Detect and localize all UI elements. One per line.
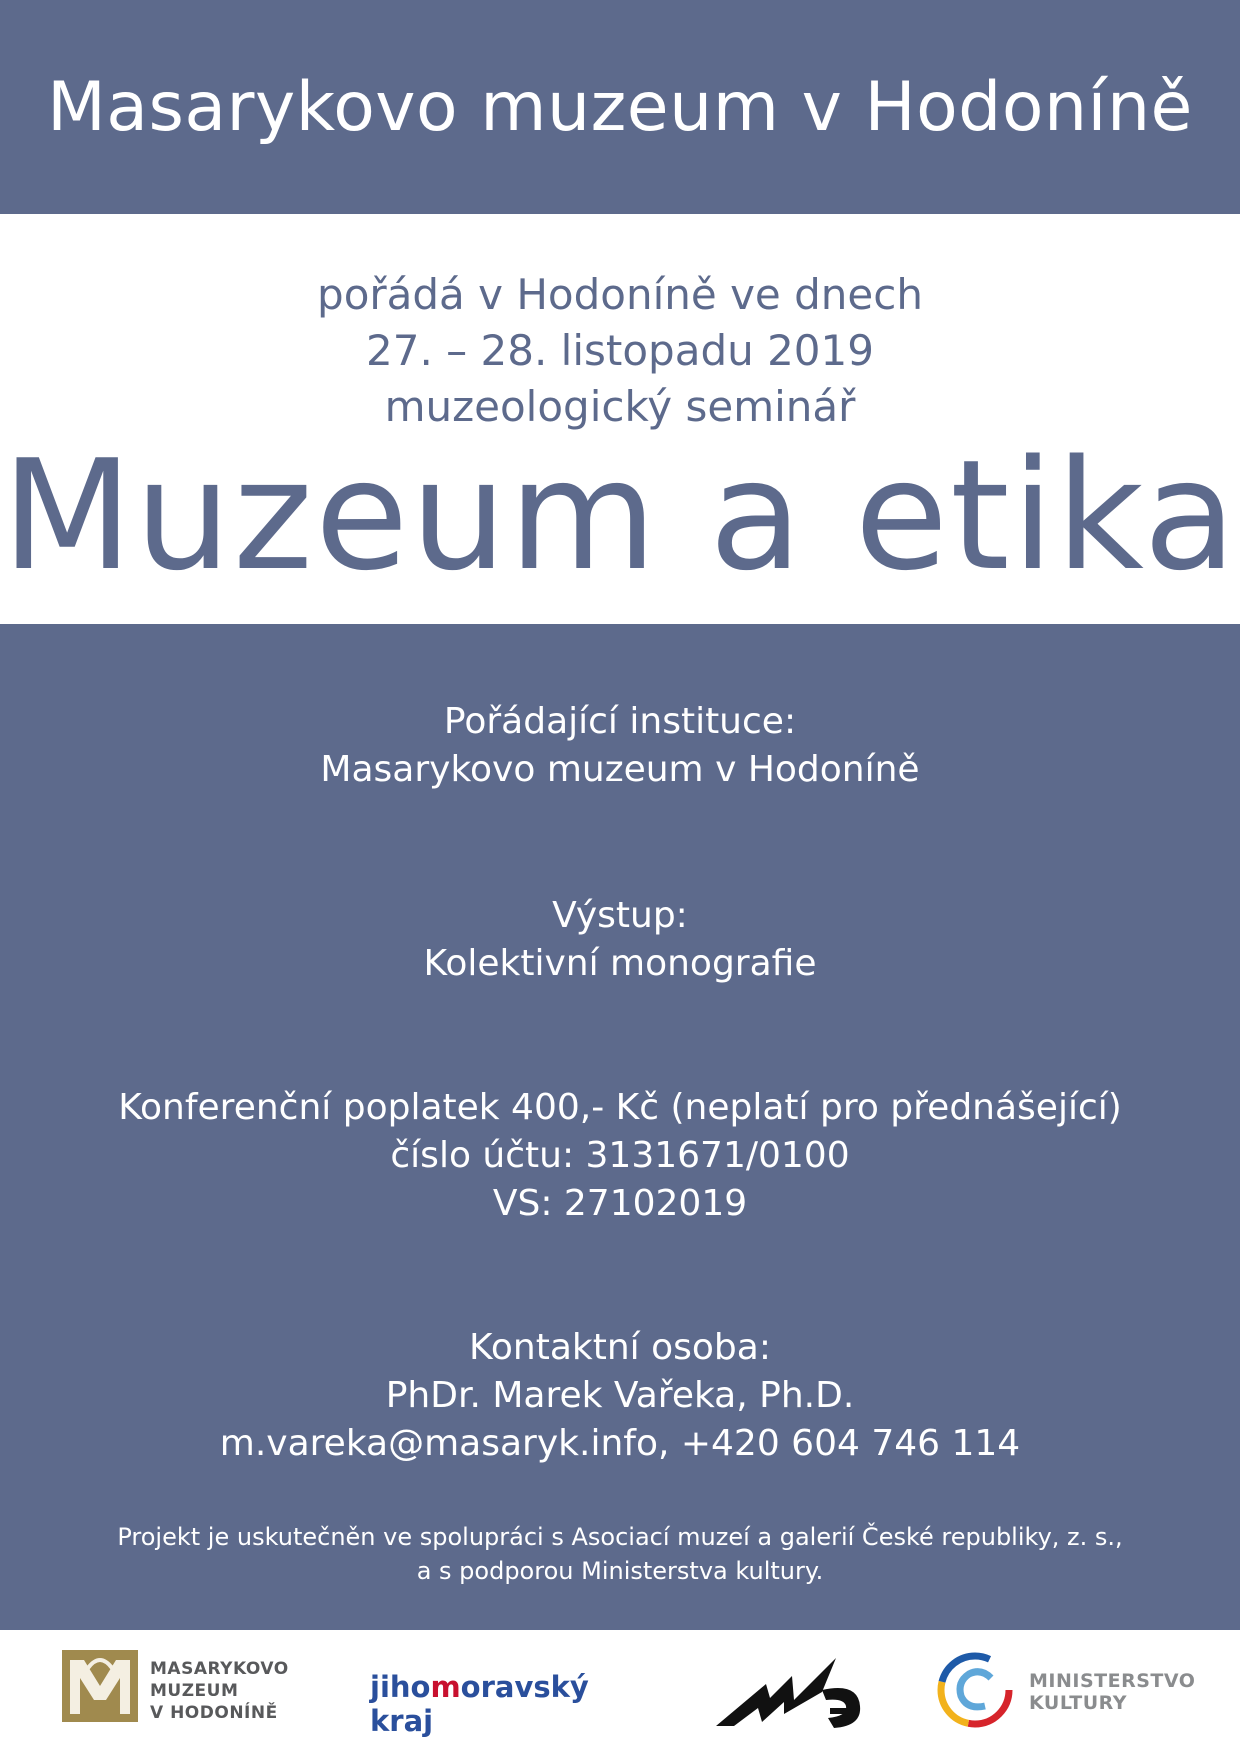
- jmk-part-3: oravský kraj: [370, 1670, 589, 1738]
- header-title: Masarykovo muzeum v Hodoníně: [47, 68, 1193, 147]
- mmh-emblem-icon: [60, 1648, 140, 1724]
- info-band: [0, 624, 1240, 1630]
- footnote-line-2: a s podporou Ministerstva kultury.: [416, 1557, 824, 1585]
- mk-emblem-icon: [935, 1650, 1015, 1730]
- contact-block: [0, 1324, 1240, 1468]
- jmk-part-1: jiho: [370, 1670, 431, 1704]
- institution-value: Masarykovo muzeum v Hodoníně: [320, 749, 920, 790]
- footnote: [0, 1520, 1240, 1588]
- header-band: [0, 0, 1240, 214]
- intro-type: muzeologický seminář: [384, 382, 856, 431]
- mk-wordmark: [1029, 1670, 1195, 1714]
- fee-block: [0, 1084, 1240, 1228]
- footnote-line-1: Projekt je uskutečněn ve spolupráci s Asociací muzeí a galerií České republiky, z. s.,: [117, 1523, 1123, 1551]
- mmh-wordmark: [150, 1658, 289, 1724]
- output-value: Kolektivní monografie: [423, 943, 817, 984]
- amg-logo: [710, 1630, 875, 1753]
- output-block: [0, 892, 1240, 988]
- mmh-line-2: MUZEUM: [150, 1681, 239, 1701]
- mmh-line-3: V HODONÍNĚ: [150, 1703, 278, 1723]
- intro-date: 27. – 28. listopadu 2019: [366, 326, 874, 375]
- contact-name: PhDr. Marek Vařeka, Ph.D.: [385, 1375, 855, 1416]
- logo-strip: [0, 1630, 1240, 1753]
- mk-line-2: KULTURY: [1029, 1692, 1128, 1714]
- mmh-line-1: MASARYKOVO: [150, 1659, 289, 1679]
- mmh-logo: [60, 1630, 310, 1753]
- main-title: Muzeum a etika: [1, 427, 1239, 604]
- fee-line: Konferenční poplatek 400,- Kč (neplatí pro přednášející): [118, 1087, 1122, 1128]
- contact-details[interactable]: m.vareka@masaryk.info, +420 604 746 114: [219, 1423, 1021, 1464]
- intro-band: [0, 214, 1240, 624]
- amg-emblem-icon: [710, 1640, 870, 1740]
- mk-logo: [935, 1630, 1215, 1753]
- intro-line-1: pořádá v Hodoníně ve dnech: [317, 270, 923, 319]
- institution-block: [0, 698, 1240, 794]
- contact-label: Kontaktní osoba:: [469, 1327, 771, 1368]
- output-label: Výstup:: [552, 895, 688, 936]
- jmk-logo: [370, 1670, 660, 1738]
- jmk-part-2: m: [430, 1670, 461, 1704]
- institution-label: Pořádající instituce:: [443, 701, 797, 742]
- account-line: číslo účtu: 3131671/0100: [390, 1135, 850, 1176]
- mk-line-1: MINISTERSTVO: [1029, 1670, 1196, 1692]
- vs-line: VS: 27102019: [492, 1183, 748, 1224]
